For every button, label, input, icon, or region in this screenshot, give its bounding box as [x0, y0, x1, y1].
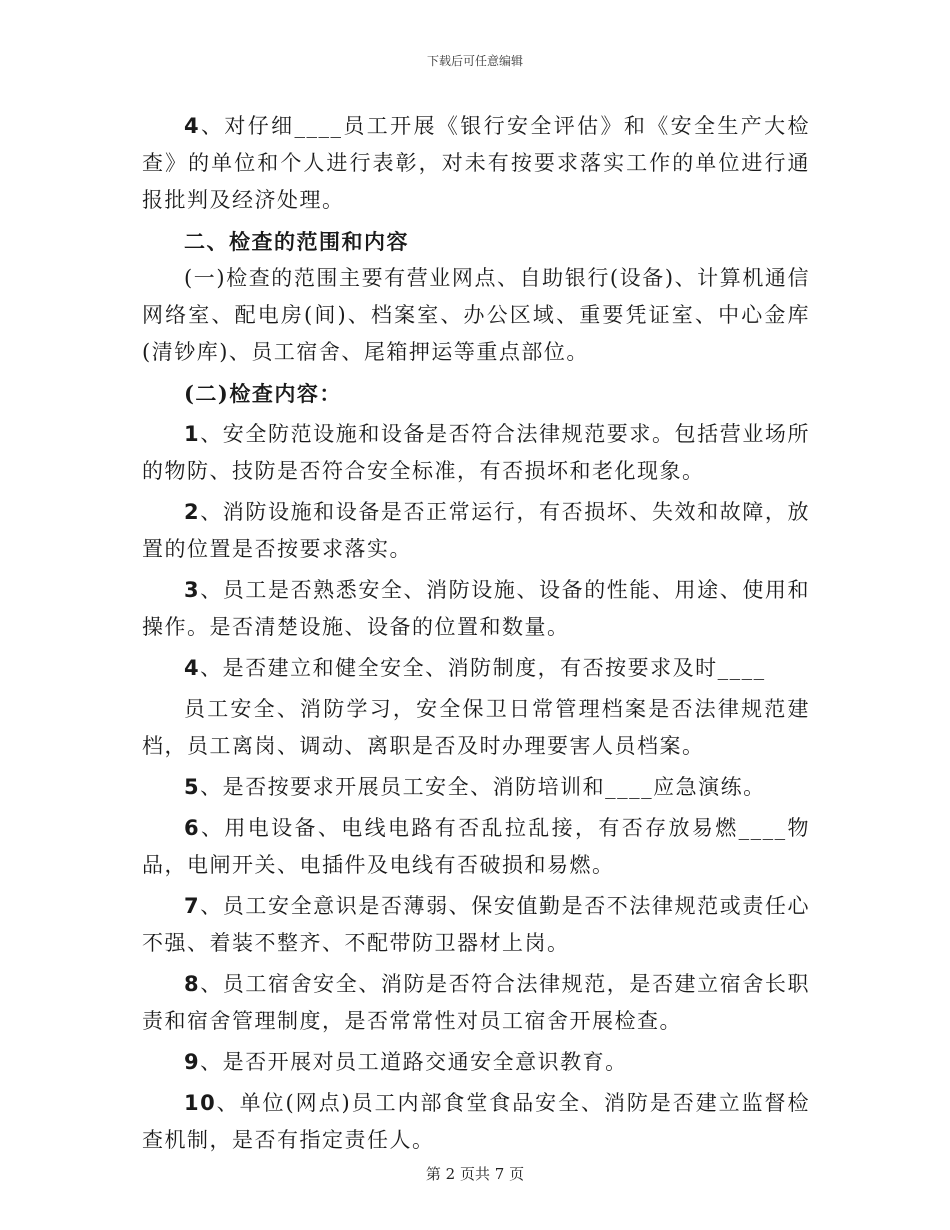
- list-item: [142, 888, 810, 962]
- item-number: 10: [184, 1091, 217, 1115]
- item-number: 6: [184, 816, 201, 840]
- subsection-heading: (二)检查内容：: [184, 381, 342, 406]
- paragraph-4-commendation: [142, 108, 810, 219]
- page-footer: 第 2 页共 7 页: [425, 1165, 525, 1183]
- list-item: [142, 966, 810, 1040]
- item-number: 8: [184, 972, 201, 996]
- item-text: 、单位(网点)员工内部食堂食品安全、消防是否建立监督检查机制，是否有指定责任人。: [142, 1091, 810, 1152]
- item-number: 1: [184, 422, 201, 446]
- item-text: 、是否按要求开展员工安全、消防培训和____应急演练。: [200, 775, 766, 799]
- paragraph-scope: (一)检查的范围主要有营业网点、自助银行(设备)、计算机通信网络室、配电房(间)、档案室、办公区域、重要凭证室、中心金库(清钞库)、员工宿舍、尾箱押运等重点部位。: [142, 266, 810, 364]
- list-item: [142, 1044, 810, 1081]
- list-item: [142, 572, 810, 646]
- item-number: 4: [184, 656, 201, 680]
- list-item: [142, 810, 810, 884]
- list-item: [142, 650, 810, 687]
- item-number: 4: [184, 114, 201, 138]
- item-text: 、员工是否熟悉安全、消防设施、设备的性能、用途、使用和操作。是否清楚设施、设备的位置和数量。: [142, 578, 810, 639]
- paragraph-text: 、对仔细____员工开展《银行安全评估》和《安全生产大检查》的单位和个人进行表彰，对未有按要求落实工作的单位进行通报批判及经济处理。: [142, 114, 810, 212]
- item-text: 、是否开展对员工道路交通安全意识教育。: [200, 1050, 628, 1074]
- list-item: [142, 1085, 810, 1159]
- item-number: 3: [184, 578, 201, 602]
- list-item: [142, 416, 810, 490]
- item-number: 9: [184, 1050, 201, 1074]
- item-text: 、是否建立和健全安全、消防制度，有否按要求及时____: [200, 656, 766, 680]
- page-header: 下载后可任意编辑: [426, 54, 523, 68]
- list-item: [142, 494, 810, 568]
- item-text: 、员工宿舍安全、消防是否符合法律规范，是否建立宿舍长职责和宿舍管理制度，是否常常性对员工宿舍开展检查。: [142, 972, 810, 1033]
- list-item: [142, 769, 810, 806]
- item-text: 、安全防范设施和设备是否符合法律规范要求。包括营业场所的物防、技防是否符合安全标准，有否损坏和老化现象。: [142, 422, 810, 483]
- section-heading: 二、检查的范围和内容: [184, 229, 409, 254]
- item-text: 、用电设备、电线电路有否乱拉乱接，有否存放易燃____物品，电闸开关、电插件及电线有否破损和易燃。: [142, 816, 810, 877]
- document-body: [142, 108, 810, 1159]
- item-number: 7: [184, 894, 201, 918]
- item-number: 5: [184, 775, 201, 799]
- item-number: 2: [184, 500, 201, 524]
- item-text: 、员工安全意识是否薄弱、保安值勤是否不法律规范或责任心不强、着装不整齐、不配带防卫器材上岗。: [142, 894, 810, 955]
- item-text: 、消防设施和设备是否正常运行，有否损坏、失效和故障，放置的位置是否按要求落实。: [142, 500, 810, 561]
- list-item-continuation: 员工安全、消防学习，安全保卫日常管理档案是否法律规范建档，员工离岗、调动、离职是否及时办理要害人员档案。: [142, 697, 810, 758]
